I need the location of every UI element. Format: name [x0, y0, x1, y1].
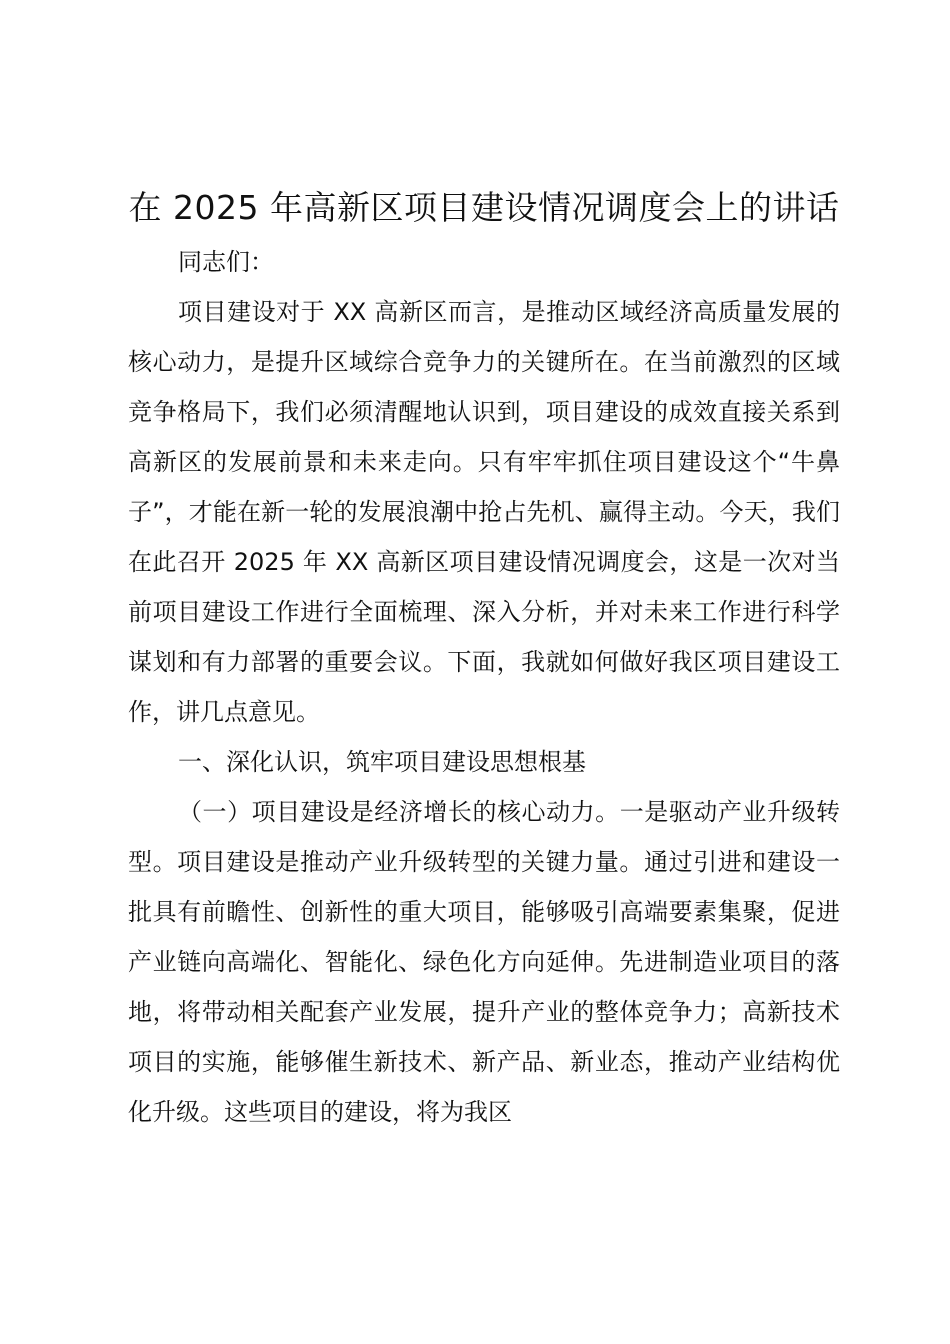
section-paragraph: （一）项目建设是经济增长的核心动力。一是驱动产业升级转型。项目建设是推动产业升级转型的关键力量。通过引进和建设一批具有前瞻性、创新性的重大项目，能够吸引高端要素集聚，促进产业链向高端化、智能化、绿色化方向延伸。先进制造业项目的落地，将带动相关配套产业发展，提升产业的整体竞争力；高新技术项目的实施，能够催生新技术、新产品、新业态，推动产业结构优化升级。这些项目的建设，将为我区	[128, 798, 840, 1126]
document-title: 在 2025 年高新区项目建设情况调度会上的讲话	[128, 188, 840, 227]
section-heading: 一、深化认识，筑牢项目建设思想根基	[178, 748, 586, 776]
document-page	[128, 182, 840, 1137]
intro-paragraph: 项目建设对于 XX 高新区而言，是推动区域经济高质量发展的核心动力，是提升区域综合竞争力的关键所在。在当前激烈的区域竞争格局下，我们必须清醒地认识到，项目建设的成效直接关系到高新区的发展前景和未来走向。只有牢牢抓住项目建设这个“牛鼻子”，才能在新一轮的发展浪潮中抢占先机、赢得主动。今天，我们在此召开 2025 年 XX 高新区项目建设情况调度会，这是一次对当前项目建设工作进行全面梳理、深入分析，并对未来工作进行科学谋划和有力部署的重要会议。下面，我就如何做好我区项目建设工作，讲几点意见。	[128, 298, 840, 726]
salutation: 同志们：	[178, 248, 274, 276]
